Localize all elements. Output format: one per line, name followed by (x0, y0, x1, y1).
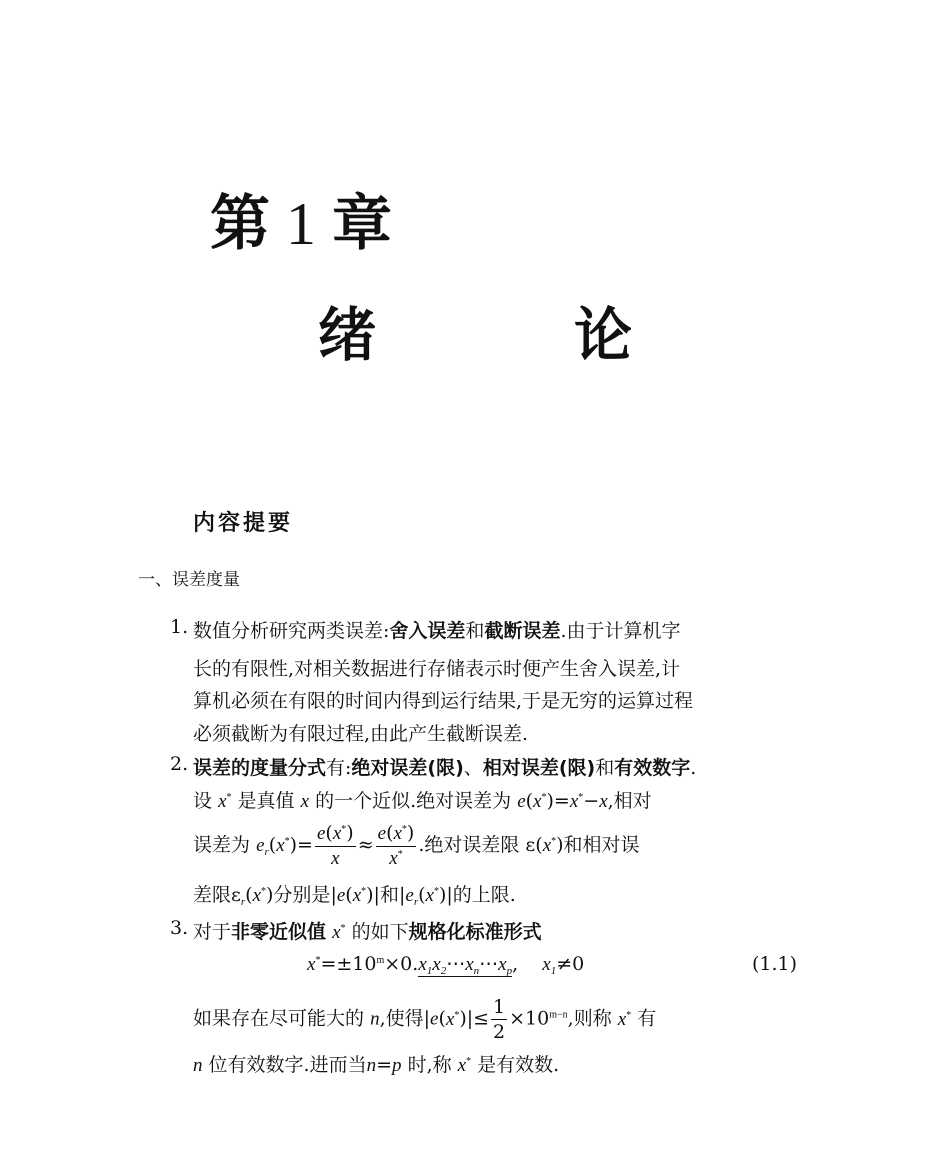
item-2-line-3: 误差为 $e_r(x^*)=$ $\frac{e(x^*)}{x}$ ≈ $\frac{e(x^*)}{x^*}$ .绝对误差限 ε(x*)和相对误 (193, 822, 640, 869)
chapter-heading (210, 176, 394, 262)
item-2-line-1: 误差的度量分式有:绝对误差(限)、相对误差(限)和有效数字. (193, 757, 697, 779)
summary-heading: 内容提要 (193, 511, 294, 536)
item-1-line-3: 算机必须在有限的时间内得到运行结果,于是无穷的运算过程 (193, 690, 694, 712)
chapter-suffix: 章 (332, 189, 394, 259)
item-2-line-4: 差限$\varepsilon_r(x^*)$分别是|e(x*)|和$|e_r(x^*)|$的上限. (193, 884, 516, 908)
chapter-title-char-2: 论 (574, 301, 633, 369)
section-heading: 一、误差度量 (138, 570, 240, 590)
item-3-number: 3. (170, 917, 189, 939)
item-3-line-3: 如果存在尽可能大的 n,使得|e(x*)|≤ $\frac{1}{2}$ $\times 10^{m-n}$,则称 x* 有 (193, 996, 657, 1043)
item-1-number: 1. (170, 616, 189, 638)
item-3-line-1: 对于非零近似值 x* 的如下规格化标准形式 (193, 921, 542, 943)
chapter-number: 1 (286, 191, 318, 257)
item-1-line-2: 长的有限性,对相关数据进行存储表示时便产生舍入误差,计 (193, 658, 681, 680)
chapter-prefix: 第 (210, 189, 272, 259)
item-2-number: 2. (170, 753, 189, 775)
equation-label: (1.1) (752, 953, 798, 975)
item-3-equation: $x^*=\pm 10^m\times 0.x_1x_2\cdots x_n\cdots x_p$, $x_1\ne 0$ (307, 953, 585, 977)
item-1-line-4: 必须截断为有限过程,由此产生截断误差. (193, 723, 529, 745)
item-3-line-4: n 位有效数字.进而当n=p 时,称 x* 是有效数. (193, 1054, 560, 1076)
chapter-title-char-1: 绪 (318, 301, 377, 369)
item-2-line-2: 设 x* 是真值 x 的一个近似.绝对误差为 e(x*)=x*−x,相对 (193, 790, 652, 812)
item-1-line-1: 数值分析研究两类误差:舍入误差和截断误差.由于计算机字 (193, 620, 681, 642)
